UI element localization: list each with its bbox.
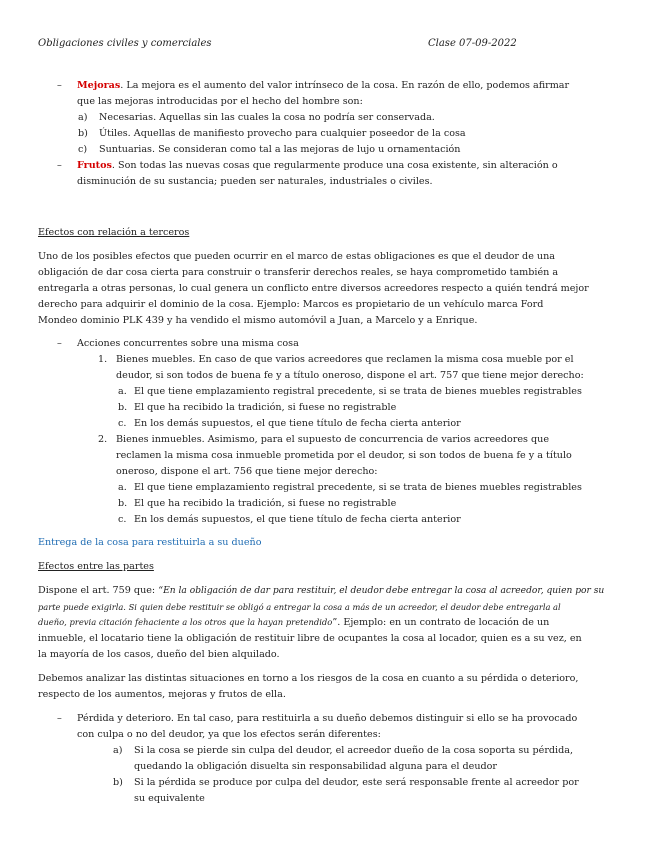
muebles-item-marker: b. — [118, 402, 128, 413]
perdida-item-marker: b) — [113, 777, 123, 788]
frutos-text: . Son todas las nuevas cosas que regularmente produce una cosa existente, sin alteración o — [111, 160, 558, 171]
mejoras-dash: – — [57, 80, 62, 91]
header-course-title: Obligaciones civiles y comerciales — [38, 38, 212, 49]
muebles-item: El que tiene emplazamiento registral precedente, si se trata de bienes muebles registrables — [134, 386, 582, 397]
terceros-para-line: derecho para adquirir el dominio de la cosa. Ejemplo: Marcos es propietario de un vehículo marca Ford — [38, 299, 544, 310]
header-class-date: Clase 07-09-2022 — [428, 38, 517, 49]
analisis-line: respecto de los aumentos, mejoras y frutos de ella. — [38, 689, 286, 700]
frutos-line-1 — [77, 159, 558, 172]
mejoras-item-necesarias: Necesarias. Aquellas sin las cuales la cosa no podría ser conservada. — [99, 112, 435, 123]
inmuebles-line: Bienes inmuebles. Asimismo, para el supuesto de concurrencia de varios acreedores que — [116, 434, 550, 445]
entrega-subheading: Efectos entre las partes — [38, 561, 154, 572]
inmuebles-item-marker: c. — [118, 514, 127, 525]
perdida-line: con culpa o no del deudor, ya que los efectos serán diferentes: — [77, 729, 381, 740]
terceros-para-line: entregarla a otras personas, lo cual genera un conflicto entre diversos acreedores respecto a quién tendrá mejor — [38, 283, 589, 294]
analisis-line: Debemos analizar las distintas situaciones en torno a los riesgos de la cosa en cuanto a su pérdida o deterioro, — [38, 673, 579, 684]
perdida-line: Pérdida y deterioro. En tal caso, para restituirla a su dueño debemos distinguir si ello se ha provocado — [77, 713, 578, 724]
muebles-item: El que ha recibido la tradición, si fuese no registrable — [134, 402, 397, 413]
art759-line-5: la mayoría de los casos, dueño del bien alquilado. — [38, 649, 280, 660]
muebles-item-marker: a. — [118, 386, 127, 397]
art759-line-1 — [38, 584, 604, 598]
inmuebles-item: El que tiene emplazamiento registral precedente, si se trata de bienes muebles registrables — [134, 482, 582, 493]
art759-post: ”. Ejemplo: en un contrato de locación de un — [332, 617, 550, 628]
perdida-item-marker: a) — [113, 745, 123, 756]
muebles-line: Bienes muebles. En caso de que varios acreedores que reclamen la misma cosa mueble por el — [116, 354, 574, 365]
terceros-heading: Efectos con relación a terceros — [38, 227, 190, 238]
inmuebles-item: El que ha recibido la tradición, si fuese no registrable — [134, 498, 397, 509]
art759-line-3 — [38, 616, 549, 629]
mejoras-item-marker: a) — [78, 112, 88, 123]
art759-quote-2: parte puede exigirla. Si quien debe restituir se obligó a entregar la cosa a más de un acreedor, el deudor debe entregarla al — [38, 602, 561, 612]
frutos-dash: – — [57, 160, 62, 171]
muebles-marker: 1. — [98, 354, 108, 365]
entrega-heading: Entrega de la cosa para restituirla a su dueño — [38, 537, 262, 548]
mejoras-title: Mejoras — [77, 80, 121, 91]
inmuebles-line: reclamen la misma cosa inmueble prometida por el deudor, si son todos de buena fe y a título — [116, 450, 572, 461]
inmuebles-item-marker: a. — [118, 482, 127, 493]
acciones-dash: – — [57, 338, 62, 349]
mejoras-item-utiles: Útiles. Aquellas de manifiesto provecho para cualquier poseedor de la cosa — [99, 128, 466, 139]
inmuebles-marker: 2. — [98, 434, 108, 445]
acciones-concurrentes: Acciones concurrentes sobre una misma cosa — [77, 338, 299, 349]
muebles-item: En los demás supuestos, el que tiene título de fecha cierta anterior — [134, 418, 461, 429]
inmuebles-line: oneroso, dispone el art. 756 que tiene mejor derecho: — [116, 466, 378, 477]
mejoras-item-suntuarias: Suntuarias. Se consideran como tal a las mejoras de lujo u ornamentación — [99, 144, 461, 155]
muebles-item-marker: c. — [118, 418, 127, 429]
inmuebles-item-marker: b. — [118, 498, 128, 509]
terceros-para-line: Mondeo dominio PLK 439 y ha vendido el mismo automóvil a Juan, a Marcelo y a Enrique. — [38, 315, 478, 326]
perdida-item-line: su equivalente — [134, 793, 205, 804]
mejoras-line-1 — [77, 79, 569, 92]
art759-pre: Dispone el art. 759 que: “ — [38, 585, 164, 596]
terceros-para-line: Uno de los posibles efectos que pueden ocurrir en el marco de estas obligaciones es que el deudor de una — [38, 251, 555, 262]
perdida-dash: – — [57, 713, 62, 724]
art759-line-4: inmueble, el locatario tiene la obligación de restituir libre de ocupantes la cosa al locador, quien es a su vez, en — [38, 633, 582, 644]
frutos-line-2: disminución de su sustancia; pueden ser naturales, industriales o civiles. — [77, 176, 433, 187]
terceros-para-line: obligación de dar cosa cierta para construir o transferir derechos reales, se haya comprometido también a — [38, 267, 559, 278]
frutos-title: Frutos — [77, 160, 112, 171]
art759-quote-1: En la obligación de dar para restituir, el deudor debe entregar la cosa al acreedor, quien por su — [163, 586, 605, 596]
perdida-item-line: Si la pérdida se produce por culpa del deudor, este será responsable frente al acreedor por — [134, 777, 579, 788]
mejoras-item-marker: b) — [78, 128, 88, 139]
mejoras-text: . La mejora es el aumento del valor intrínseco de la cosa. En razón de ello, podemos afirmar — [120, 80, 570, 91]
muebles-line: deudor, si son todos de buena fe y a título oneroso, dispone el art. 757 que tiene mejor derecho: — [116, 370, 584, 381]
inmuebles-item: En los demás supuestos, el que tiene título de fecha cierta anterior — [134, 514, 461, 525]
art759-quote-3: dueño, previa citación fehaciente a los otros que la hayan pretendido — [38, 617, 333, 627]
perdida-item-line: Si la cosa se pierde sin culpa del deudor, el acreedor dueño de la cosa soporta su pérdida, — [134, 745, 574, 756]
mejoras-line-2: que las mejoras introducidas por el hecho del hombre son: — [77, 96, 363, 107]
perdida-item-line: quedando la obligación disuelta sin responsabilidad alguna para el deudor — [134, 761, 497, 772]
mejoras-item-marker: c) — [78, 144, 88, 155]
